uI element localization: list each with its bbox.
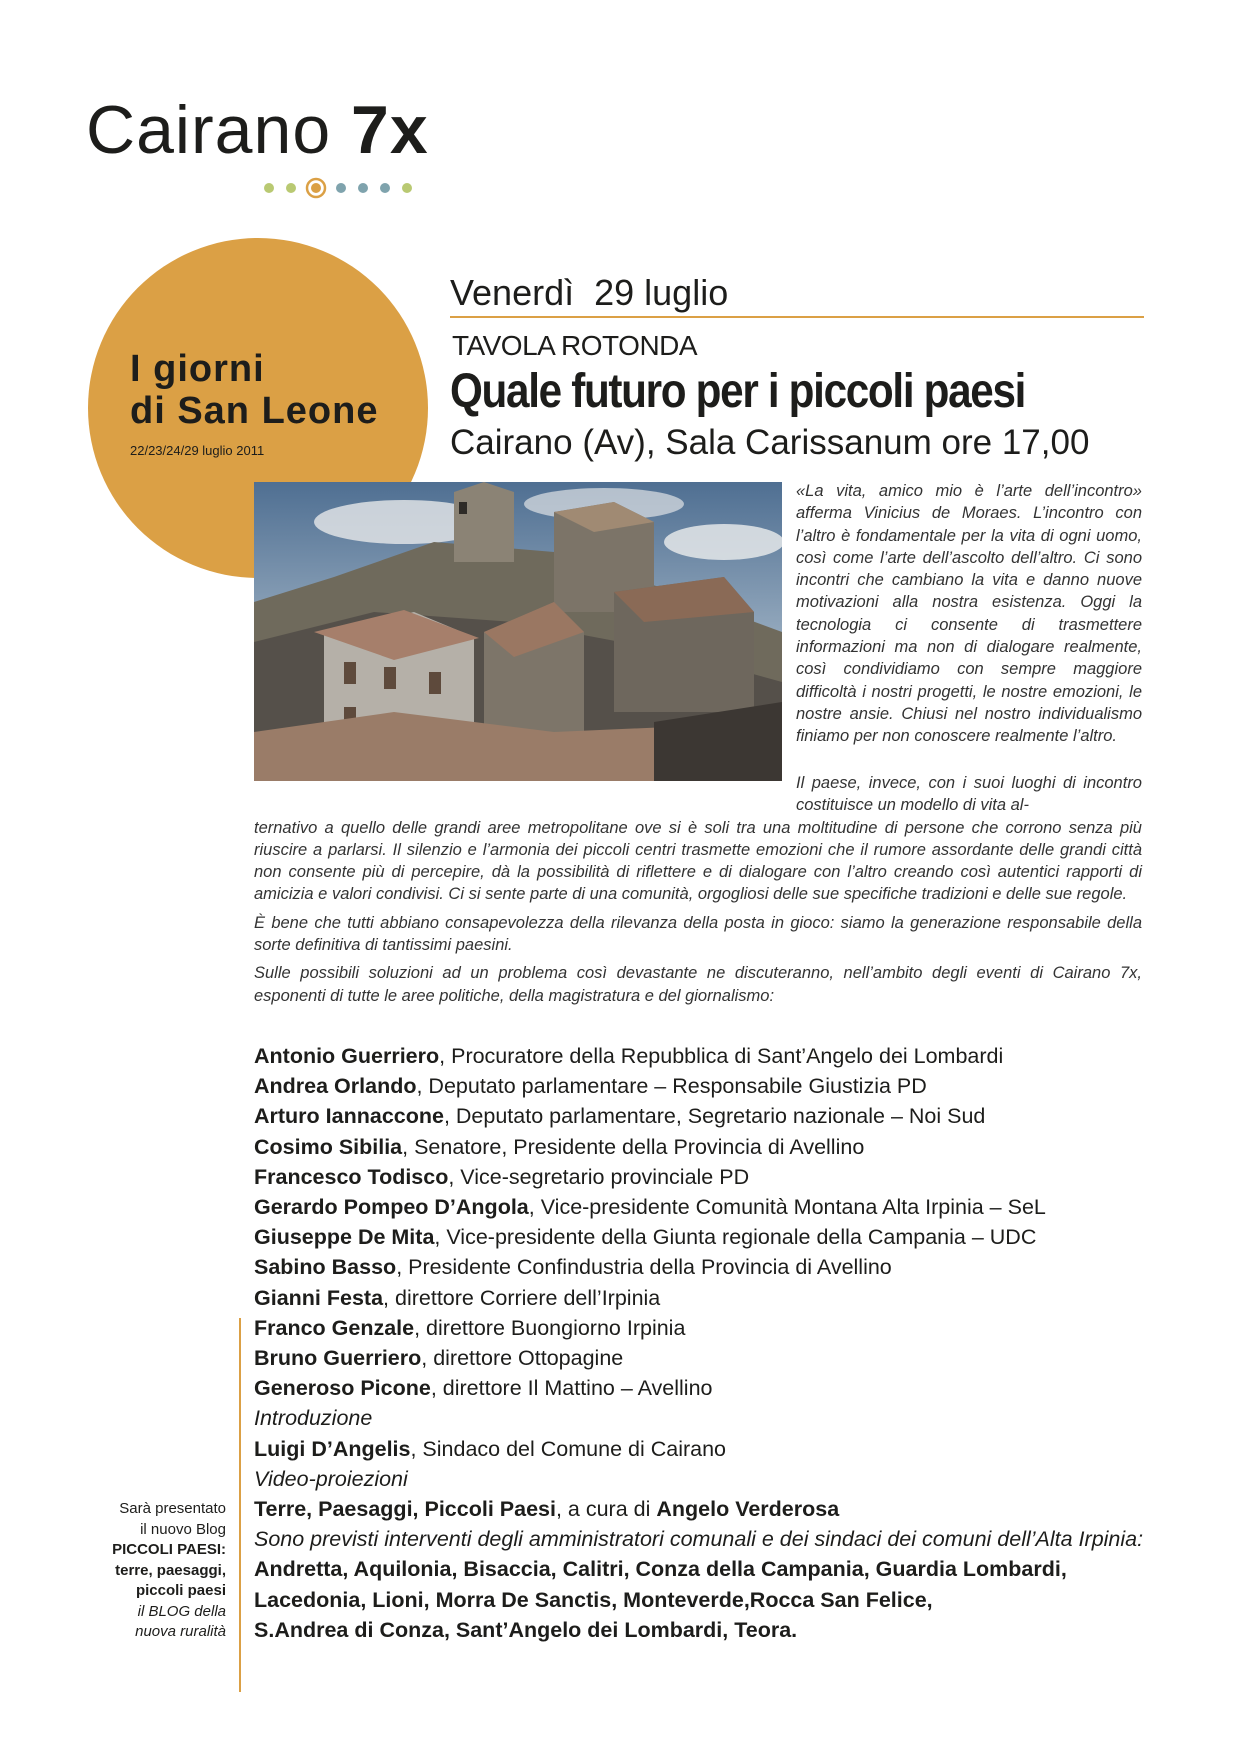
- blog-note-line: il nuovo Blog: [140, 1520, 226, 1538]
- speaker-role: , Deputato parlamentare, Segretario nazionale – Noi Sud: [443, 1104, 986, 1129]
- intro-role: , Sindaco del Comune di Cairano: [410, 1436, 727, 1461]
- speaker-name: Francesco Todisco: [254, 1164, 449, 1189]
- speaker-name: Sabino Basso: [254, 1255, 397, 1280]
- speaker-name: Generoso Picone: [254, 1376, 431, 1401]
- consapevolezza-paragraph: È bene che tutti abbiano consapevolezza della rilevanza della posta in gioco: siamo la generazione responsabile della sorte definitiva di tantissimi paesini.: [254, 913, 1142, 955]
- speaker-row: [254, 1101, 1144, 1131]
- mayors-heading: Sono previsti interventi degli amministratori comunali e dei sindaci dei comuni dell’Alta Irpinia:: [254, 1527, 1144, 1552]
- speaker-row: [254, 1162, 1144, 1192]
- event-venue: [450, 423, 1089, 463]
- speaker-role: , Presidente Confindustria della Provincia di Avellino: [396, 1255, 892, 1280]
- paese-paragraph-rest: ternativo a quello delle grandi aree metropolitane ove si è soli tra una moltitudine di persone che corrono senza più riuscire a parlarsi. Il silenzio e l’armonia dei piccoli centri trasmette emozioni che il rumore assordante delle grandi città non consente più di percepire, dà la possibilità di riflettere e di dialogare con l’altro creando così autentici rapporti di amicizia e valori condivisi. Ci si sente parte di una comunità, orgogliosi delle sue specifiche tradizioni e delle sue regole.: [254, 818, 1142, 904]
- speaker-role: , direttore Buongiorno Irpinia: [414, 1315, 686, 1340]
- speaker-name: Bruno Guerriero: [254, 1346, 422, 1371]
- speaker-row: [254, 1252, 1144, 1282]
- speaker-name: Antonio Guerriero: [254, 1044, 440, 1068]
- event-title: Quale futuro per i piccoli paesi: [450, 365, 1026, 418]
- sidebar-rule: [239, 1318, 241, 1692]
- speaker-role: , Vice-presidente Comunità Montana Alta Irpinia – SeL: [528, 1195, 1046, 1220]
- festival-dates: 22/23/24/29 luglio 2011: [130, 443, 265, 458]
- mayors-line: [254, 1585, 1144, 1615]
- logo-dot: [264, 183, 274, 193]
- body-text: [254, 772, 1142, 1013]
- speaker-role: , Vice-segretario provinciale PD: [448, 1164, 750, 1189]
- venue-prov: (Av), Sala Carissanum: [582, 423, 932, 462]
- speaker-role: , Deputato parlamentare – Responsabile Giustizia PD: [416, 1074, 927, 1099]
- speaker-name: Cosimo Sibilia: [254, 1134, 403, 1159]
- paese-paragraph: [254, 772, 1142, 906]
- speakers-list: [254, 1041, 1144, 1645]
- mayors-line: [254, 1615, 1144, 1645]
- logo-dot: [358, 183, 368, 193]
- village-photo: [254, 482, 782, 781]
- speaker-name: Andrea Orlando: [254, 1074, 417, 1099]
- festival-title: [130, 348, 378, 432]
- speaker-row: [254, 1373, 1144, 1403]
- speaker-role: , direttore Ottopagine: [421, 1346, 624, 1371]
- event-date: Venerdì 29 luglio: [450, 272, 729, 313]
- intro-heading: Introduzione: [254, 1406, 373, 1431]
- blog-note: [96, 1499, 226, 1643]
- logo-word: Cairano: [86, 92, 332, 168]
- intro-name: Luigi D’Angelis: [254, 1436, 411, 1461]
- speaker-row: [254, 1313, 1144, 1343]
- speaker-name: Giuseppe De Mita: [254, 1225, 435, 1250]
- speaker-role: , Senatore, Presidente della Provincia di Avellino: [402, 1134, 865, 1159]
- logo-dot: [286, 183, 296, 193]
- speaker-row: [254, 1222, 1144, 1252]
- speaker-name: Franco Genzale: [254, 1315, 415, 1340]
- logo-dot: [402, 183, 412, 193]
- speaker-role: , direttore Il Mattino – Avellino: [430, 1376, 713, 1401]
- speaker-row: [254, 1283, 1144, 1313]
- mayors-line: [254, 1554, 1144, 1584]
- blog-note-bold: [96, 1540, 226, 1561]
- blog-name-line2: terre, paesaggi,: [115, 1561, 226, 1579]
- festival-title-line2: di San Leone: [130, 390, 379, 432]
- video-author: Angelo Verderosa: [656, 1497, 840, 1522]
- blog-note-italic: [96, 1622, 226, 1643]
- logo-dots: [262, 177, 432, 199]
- blog-note-line: Sarà presentato: [119, 1500, 226, 1517]
- speaker-row: [254, 1132, 1144, 1162]
- mayors-line-1: Andretta, Aquilonia, Bisaccia, Calitri, Conza della Campania, Guardia Lombardi,: [254, 1557, 1067, 1582]
- video-heading: Video-proiezioni: [254, 1466, 408, 1491]
- speaker-role: , Procuratore della Repubblica di Sant’Angelo dei Lombardi: [439, 1044, 1004, 1068]
- intro-quote: «La vita, amico mio è l’arte dell’incontro» afferma Vinicius de Moraes. L’incontro con l’altro è fondamentale per la vita di ogni uomo, così come l’arte dell’ascolto dell’altro. Ci sono incontri che cambiano la vita e danno nuove motivazioni alla nostra esistenza. Oggi la tecnologia ci consente di trasmettere informazioni ma non di dialogare realmente, così condividiamo con sempre maggiore difficoltà i nostri progetti, le nostre emozioni, le nostre ansie. Chiusi nel nostro individualismo finiamo per non conoscere realmente l’altro.: [796, 482, 1142, 746]
- soluzioni-paragraph: Sulle possibili soluzioni ad un problema così devastante ne discuteranno, nell’ambito degli eventi di Cairano 7x, esponenti di tutte le aree politiche, della magistratura e del giornalismo:: [254, 964, 1142, 1005]
- blog-tagline-line2: nuova ruralità: [135, 1623, 226, 1640]
- speaker-role: , direttore Corriere dell’Irpinia: [383, 1285, 661, 1310]
- video-row: [254, 1494, 1144, 1524]
- logo-dot-center: [311, 183, 321, 193]
- speaker-role: , Vice-presidente della Giunta regionale della Campania – UDC: [434, 1225, 1037, 1250]
- logo-dot: [380, 183, 390, 193]
- venue-place: Cairano: [450, 423, 573, 462]
- blog-name-line1: PICCOLI PAESI:: [112, 1541, 226, 1558]
- festival-title-line1: I giorni: [130, 348, 265, 390]
- speaker-name: Arturo Iannaccone: [254, 1104, 444, 1129]
- paese-paragraph-start: Il paese, invece, con i suoi luoghi di incontro costituisce un modello di vita al-: [796, 774, 1142, 815]
- blog-note-bold: [96, 1561, 226, 1582]
- intro-row: [254, 1434, 1144, 1464]
- venue-time: ore 17,00: [941, 423, 1090, 462]
- date-rule: [450, 316, 1144, 318]
- speaker-name: Gerardo Pompeo D’Angola: [254, 1195, 529, 1220]
- mayors-line-2: Lacedonia, Lioni, Morra De Sanctis, Monteverde,Rocca San Felice,: [254, 1587, 933, 1612]
- speaker-row: [254, 1071, 1144, 1101]
- blog-note-bold: [96, 1581, 226, 1602]
- speaker-row: [254, 1343, 1144, 1373]
- speaker-row: [254, 1192, 1144, 1222]
- mayors-line-3: S.Andrea di Conza, Sant’Angelo dei Lombardi, Teora.: [254, 1617, 798, 1642]
- video-by: , a cura di: [555, 1497, 657, 1522]
- logo: [86, 92, 429, 168]
- logo-number: 7x: [351, 92, 429, 168]
- blog-note-italic: [96, 1602, 226, 1623]
- logo-dot: [336, 183, 346, 193]
- speaker-name: Gianni Festa: [254, 1285, 384, 1310]
- speaker-row: [254, 1041, 1144, 1071]
- blog-name-line3: piccoli paesi: [135, 1582, 226, 1599]
- blog-tagline-line1: il BLOG della: [137, 1602, 226, 1620]
- event-kicker: TAVOLA ROTONDA: [452, 330, 698, 361]
- video-title: Terre, Paesaggi, Piccoli Paesi: [254, 1497, 556, 1522]
